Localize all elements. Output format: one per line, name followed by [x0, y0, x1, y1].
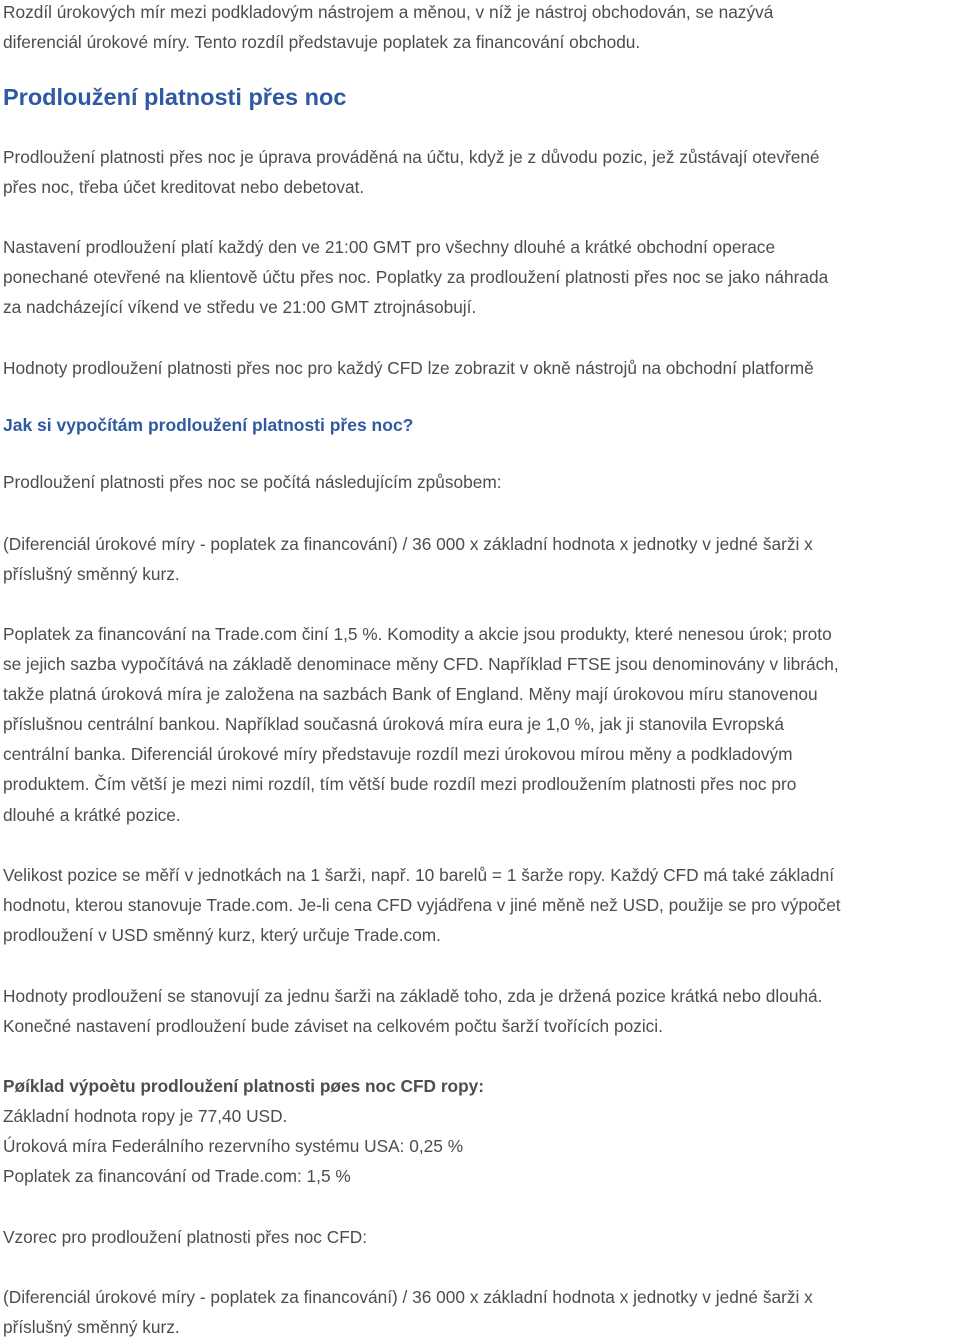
example-block — [3, 1071, 484, 1191]
text-line: Poplatek za financování od Trade.com: 1,5 % — [3, 1166, 351, 1187]
text-line: příslušný směnný kurz. — [3, 564, 180, 585]
text-line: centrální banka. Diferenciál úrokové míry představuje rozdíl mezi úrokovou mírou měny a podkladovým — [3, 744, 793, 765]
rollover-values-paragraph — [3, 353, 814, 383]
text-line: (Diferenciál úrokové míry - poplatek za financování) / 36 000 x základní hodnota x jednotky v jedné šarži x — [3, 534, 813, 554]
text-line: Poplatek za financování na Trade.com činí 1,5 %. Komodity a akcie jsou produkty, které nenesou úrok; proto — [3, 624, 832, 644]
example-title: Pøíklad výpoètu prodloužení platnosti pøes noc CFD ropy: — [3, 1076, 485, 1096]
financing-fee-paragraph — [3, 619, 839, 830]
text-line: prodloužení v USD směnný kurz, který určuje Trade.com. — [3, 925, 441, 946]
text-line: takže platná úroková míra je založena na sazbách Bank of England. Měny mají úrokovou míru stanovenou — [3, 684, 818, 705]
text-line: přes noc, třeba účet kreditovat nebo debetovat. — [3, 177, 365, 198]
text-line: se jejich sazba vypočítává na základě denominace měny CFD. Například FTSE jsou denominovány v librách, — [3, 654, 839, 675]
text-line: diferenciál úrokové míry. Tento rozdíl představuje poplatek za financování obchodu. — [3, 32, 641, 53]
calculation-intro-paragraph — [3, 467, 502, 497]
formula-paragraph-repeat — [3, 1282, 813, 1342]
text-line: dlouhé a krátké pozice. — [3, 804, 181, 825]
overnight-definition-paragraph — [3, 142, 820, 202]
text-line: hodnotu, kterou stanovuje Trade.com. Je-li cena CFD vyjádřena v jiné měně než USD, použije se pro výpočet — [3, 895, 841, 916]
formula-paragraph — [3, 529, 813, 589]
text-line: příslušnou centrální bankou. Například současná úroková míra eura je 1,0 %, jak ji stanovila Evropská — [3, 714, 784, 735]
intro-paragraph — [3, 0, 773, 57]
text-line: Prodloužení platnosti přes noc se počítá následujícím způsobem: — [3, 472, 502, 492]
text-line: Vzorec pro prodloužení platnosti přes noc CFD: — [3, 1227, 368, 1247]
text-line: Hodnoty prodloužení platnosti přes noc pro každý CFD lze zobrazit v okně nástrojů na obchodní platformě — [3, 358, 814, 378]
text-line: Prodloužení platnosti přes noc je úprava prováděná na účtu, když je z důvodu pozic, jež zůstávají otevřené — [3, 147, 820, 167]
position-size-paragraph — [3, 860, 841, 950]
text-line: Rozdíl úrokových mír mezi podkladovým nástrojem a měnou, v níž je nástroj obchodován, se nazývá — [3, 2, 774, 22]
text-line: Nastavení prodloužení platí každý den ve 21:00 GMT pro všechny dlouhé a krátké obchodní operace — [3, 237, 776, 257]
text-line: Konečné nastavení prodloužení bude záviset na celkovém počtu šarží tvořících pozici. — [3, 1016, 663, 1037]
text-line: produktem. Čím větší je mezi nimi rozdíl, tím větší bude rozdíl mezi prodloužením platnosti přes noc pro — [3, 774, 797, 795]
section-heading: Prodloužení platnosti přes noc — [3, 84, 347, 110]
formula-intro-paragraph — [3, 1222, 367, 1252]
text-line: Velikost pozice se měří v jednotkách na 1 šarži, např. 10 barelů = 1 šarže ropy. Každý CFD má také základní — [3, 865, 835, 885]
text-line: příslušný směnný kurz. — [3, 1317, 180, 1338]
calculation-subheading: Jak si vypočítám prodloužení platnosti přes noc? — [3, 415, 414, 435]
text-line: (Diferenciál úrokové míry - poplatek za financování) / 36 000 x základní hodnota x jednotky v jedné šarži x — [3, 1287, 813, 1307]
text-line: ponechané otevřené na klientově účtu přes noc. Poplatky za prodloužení platnosti přes noc se jako náhrada — [3, 267, 829, 288]
lot-values-paragraph — [3, 981, 822, 1041]
text-line: Úroková míra Federálního rezervního systému USA: 0,25 % — [3, 1136, 464, 1157]
rollover-timing-paragraph — [3, 232, 828, 322]
text-line: za nadcházející víkend ve středu ve 21:00 GMT ztrojnásobují. — [3, 297, 477, 318]
text-line: Základní hodnota ropy je 77,40 USD. — [3, 1106, 288, 1127]
text-line: Hodnoty prodloužení se stanovují za jednu šarži na základě toho, zda je držená pozice krátká nebo dlouhá. — [3, 986, 823, 1006]
